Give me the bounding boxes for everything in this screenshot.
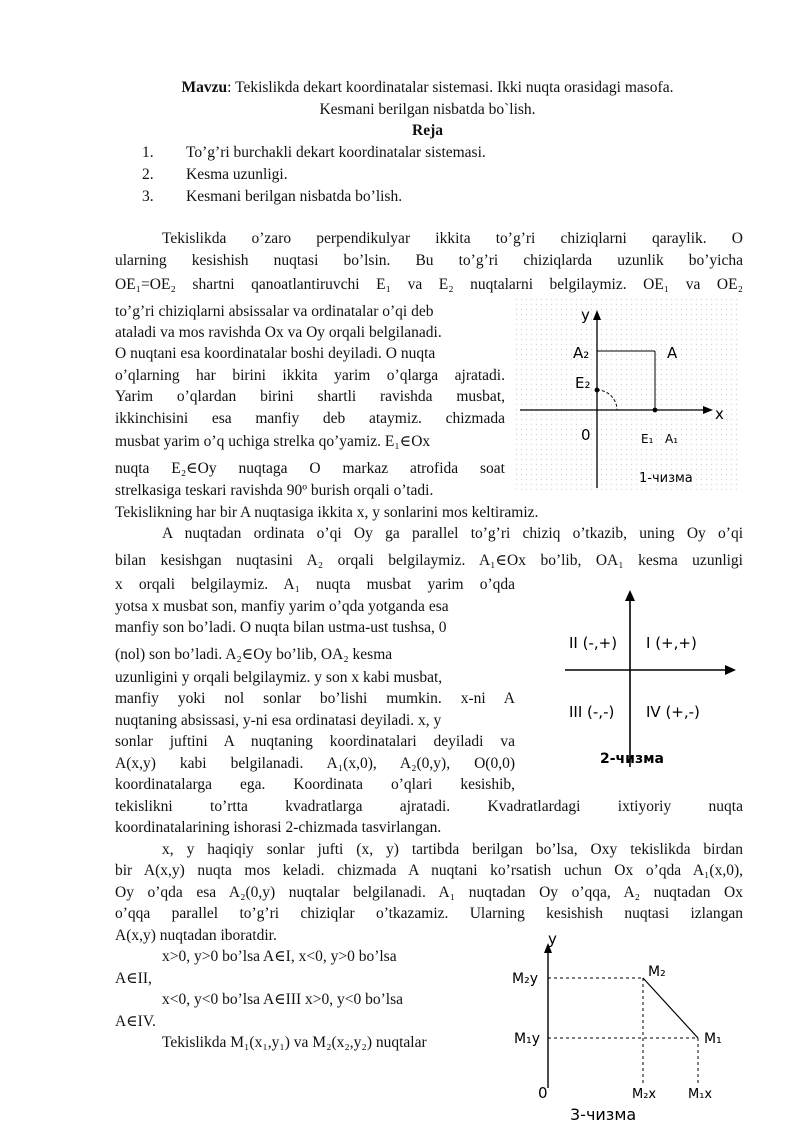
label-E1: E₁ (641, 432, 654, 446)
text-line: nuqtaning absissasi, y-ni esa ordinatasi deyiladi. x, y (115, 712, 442, 729)
text-line: o’qlarning har birini ikkita yarim o’qlarga ajratadi. (115, 367, 505, 384)
text-line: Tekislikning har bir A nuqtasiga ikkita x, y sonlarini mos keltiramiz. (115, 504, 539, 521)
text-line: OE₁=OE₂ shartni qanoatlantiruvchi E₁ va E₂ nuqtalarni belgilaymiz. OE₁ va OE₂ (115, 276, 743, 293)
list-item-number: 1. (142, 144, 154, 161)
text-line: to’g’ri chiziqlarni absissalar va ordinatalar o’qi deb (115, 303, 434, 320)
text-line: Oy o’qda esa A₂(0,y) nuqtalar belgilanadi. A₁ nuqtadan Oy o’qqa, A₂ nuqtadan Ox (115, 884, 743, 901)
list-item: Kesma uzunligi. (186, 166, 288, 183)
text-line: Tekislikda M₁(x₁,y₁) va M₂(x₂,y₂) nuqtalar (162, 1034, 427, 1051)
text-line: nuqta E₂∈Oy nuqtaga O markaz atrofida soat (115, 460, 505, 477)
label-M1: M₁ (704, 1031, 722, 1047)
label-A: A (667, 344, 678, 362)
list-item-number: 2. (142, 166, 154, 183)
quadrant-I-label: I (+,+) (646, 634, 697, 652)
text-line: x>0, y>0 bo’lsa A∈I, x<0, y>0 bo’lsa (162, 948, 397, 965)
quadrant-IV-label: IV (+,-) (646, 703, 700, 721)
text-line: musbat yarim o’q uchiga strelka qo’yamiz. E₁∈Ox (115, 433, 431, 450)
page-title (115, 79, 740, 97)
title-line2: Kesmani berilgan nisbatda bo`lish. (319, 101, 536, 118)
text-line: o’qqa parallel to’g’ri chiziqlar o’tkazamiz. Ularning kesishish nuqtasi izlangan (115, 905, 743, 922)
text-line: ularning kesishish nuqtasi bo’lsin. Bu to’g’ri chiziqlarda uzunlik bo’yicha (115, 252, 743, 269)
figure-3 (508, 928, 743, 1126)
text-line: x, y haqiqiy sonlar jufti (x, y) tartibda berilgan bo’lsa, Oxy tekislikda birdan (162, 841, 743, 858)
title-line1: : Tekislikda dekart koordinatalar sistemasi. Ikki nuqta orasidagi masofa. (227, 79, 674, 96)
text-line: strelkasiga teskari ravishda 90º burish orqali o’tadi. (115, 482, 434, 499)
quadrant-II-label: II (-,+) (569, 634, 618, 652)
text-line: O nuqtani esa koordinatalar boshi deyiladi. O nuqta (115, 345, 436, 362)
text-line: uzunligini y orqali belgilaymiz. y son x kabi musbat, (115, 669, 443, 686)
list-item-number: 3. (142, 188, 154, 205)
text-line: bir A(x,y) nuqta mos keladi. chizmada A nuqtani ko’rsatish uchun Ox o’qda A₁(x,0), (115, 862, 743, 879)
figure-background (515, 298, 740, 490)
text-line: sonlar juftini A nuqtaning koordinatalari deyiladi va (115, 733, 515, 750)
label-M1y: M₁y (514, 1031, 540, 1047)
text-line: A∈II, (115, 970, 152, 987)
text-line: (nol) son bo’ladi. A₂∈Oy bo’lib, OA₂ kesma (115, 646, 393, 663)
label-E2: E₂ (575, 374, 591, 392)
y-axis-label: y (581, 306, 590, 324)
figure-caption: 3-чизма (570, 1105, 637, 1124)
title-label: Mavzu (181, 79, 228, 96)
text-line: Tekislikda o’zaro perpendikulyar ikkita to’g’ri chiziqlarni qaraylik. O (162, 230, 743, 247)
figure-caption: 2-чизма (600, 751, 664, 767)
quadrant-III-label: III (-,-) (569, 703, 615, 721)
text-line: ataladi va mos ravishda Ox va Oy orqali belgilanadi. (115, 324, 442, 341)
list-item: Kesmani berilgan nisbatda bo’lish. (186, 188, 403, 205)
reja-heading: Reja (412, 122, 443, 139)
label-A2: A₂ (573, 344, 590, 362)
text-line: koordinatalarining ishorasi 2-chizmada tasvirlangan. (115, 819, 442, 836)
text-line: A∈IV. (115, 1013, 156, 1030)
label-M2x: M₂x (632, 1087, 657, 1102)
text-line: yotsa x musbat son, manfiy yarim o’qda yotganda esa (115, 598, 449, 615)
text-line: A(x,y) kabi belgilanadi. A₁(x,0), A₂(0,y), O(0,0) (115, 755, 515, 772)
text-line: A(x,y) nuqtadan iboratdir. (115, 927, 277, 944)
figure-1 (515, 298, 740, 490)
segment-M1M2 (643, 978, 698, 1038)
label-M2y: M₂y (512, 971, 538, 987)
label-A1: A₁ (665, 432, 679, 446)
text-line: manfiy son bo’ladi. O nuqta bilan ustma-ust tushsa, 0 (115, 619, 447, 636)
label-M2: M₂ (648, 964, 666, 980)
y-axis-label: y (548, 930, 557, 948)
text-line: x<0, y<0 bo’lsa A∈III x>0, y<0 bo’lsa (162, 991, 404, 1008)
figure-caption: 1-чизма (639, 471, 693, 486)
label-M1x: M₁x (688, 1087, 713, 1102)
text-line: koordinatalarga ega. Koordinata o’qlari kesishib, (115, 776, 515, 793)
text-line: bilan kesishgan nuqtasini A₂ orqali belgilaymiz. A₁∈Ox bo’lib, OA₁ kesma uzunligi (115, 552, 743, 569)
point-E2 (595, 388, 600, 393)
text-line: Yarim o’qlardan birini shartli ravishda musbat, (115, 388, 505, 405)
x-axis-arrow-icon (725, 665, 736, 675)
text-line: manfiy yoki nol sonlar bo’lishi mumkin. x-ni A (115, 690, 515, 707)
x-axis-label: x (715, 405, 724, 423)
origin-label: 0 (538, 1084, 548, 1102)
y-axis-arrow-icon (625, 590, 635, 601)
origin-label: 0 (581, 426, 591, 444)
point-A1 (653, 408, 658, 413)
text-line: ikkinchisini esa manfiy deb ataymiz. chizmada (115, 410, 505, 427)
text-line: x orqali belgilaymiz. A₁ nuqta musbat yarim o’qda (115, 576, 515, 593)
list-item: To’g’ri burchakli dekart koordinatalar sistemasi. (186, 144, 486, 161)
figure-2 (560, 585, 740, 775)
text-line: A nuqtadan ordinata o’qi Oy ga parallel to’g’ri chiziq o’tkazib, uning Oy o’qi (162, 525, 743, 542)
text-line: tekislikni to’rtta kvadratlarga ajratadi. Kvadratlardagi ixtiyoriy nuqta (115, 798, 743, 815)
